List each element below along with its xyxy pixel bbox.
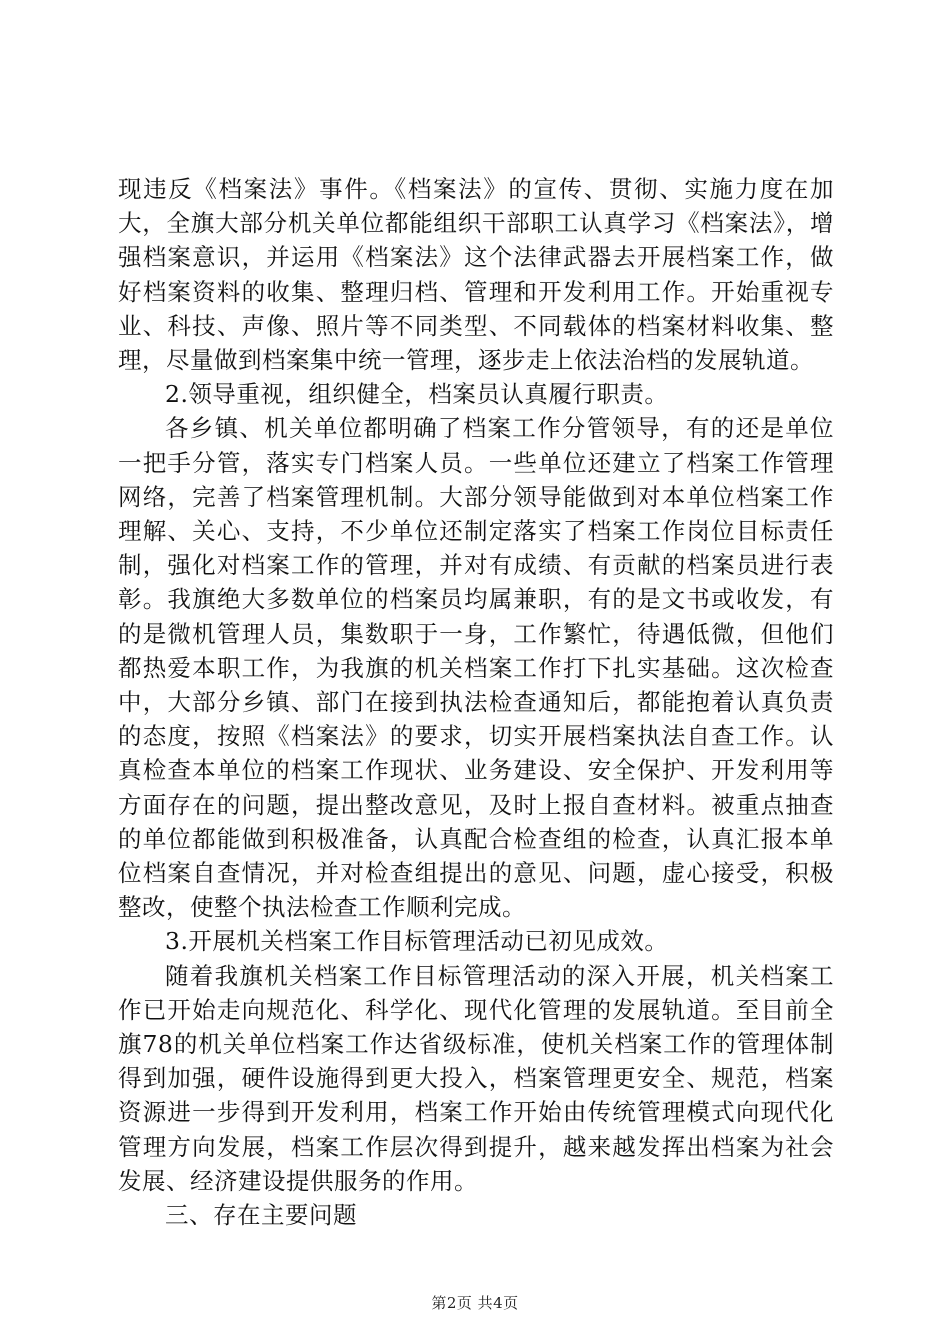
paragraph-leadership: 各乡镇、机关单位都明确了档案工作分管领导，有的还是单位一把手分管，落实专门档案人员。一些单位还建立了档案工作管理网络，完善了档案管理机制。大部分领导能做到对本单位档案工作理解、关心、支持，不少单位还制定落实了档案工作岗位目标责任制，强化对档案工作的管理，并对有成绩、有贡献的档案员进行表彰。我旗绝大多数单位的档案员均属兼职，有的是文书或收发，有的是微机管理人员，集数职于一身，工作繁忙，待遇低微，但他们都热爱本职工作，为我旗的机关档案工作打下扎实基础。这次检查中，大部分乡镇、部门在接到执法检查通知后，都能抱着认真负责的态度，按照《档案法》的要求，切实开展档案执法自查工作。认真检查本单位的档案工作现状、业务建设、安全保护、开发利用等方面存在的问题，提出整改意见，及时上报自查材料。被重点抽查的单位都能做到积极准备，认真配合检查组的检查，认真汇报本单位档案自查情况，并对检查组提出的意见、问题，虚心接受，积极整改，使整个执法检查工作顺利完成。 bbox=[118, 414, 834, 922]
document-body bbox=[118, 172, 834, 1232]
page-number-footer: 第2页 共4页 bbox=[431, 1294, 519, 1312]
paragraph-target-management: 随着我旗机关档案工作目标管理活动的深入开展，机关档案工作已开始走向规范化、科学化、现代化管理的发展轨道。至目前全旗78的机关单位档案工作达省级标准，使机关档案工作的管理体制得到加强，硬件设施得到更大投入，档案管理更安全、规范，档案资源进一步得到开发利用，档案工作开始由传统管理模式向现代化管理方向发展，档案工作层次得到提升，越来越发挥出档案为社会发展、经济建设提供服务的作用。 bbox=[118, 961, 834, 1195]
paragraph-continued: 现违反《档案法》事件。《档案法》的宣传、贯彻、实施力度在加大，全旗大部分机关单位都能组织干部职工认真学习《档案法》，增强档案意识，并运用《档案法》这个法律武器去开展档案工作，做好档案资料的收集、整理归档、管理和开发利用工作。开始重视专业、科技、声像、照片等不同类型、不同载体的档案材料收集、整理，尽量做到档案集中统一管理，逐步走上依法治档的发展轨道。 bbox=[118, 175, 834, 375]
section-heading-2: 2.领导重视，组织健全，档案员认真履行职责。 bbox=[165, 380, 669, 409]
section-heading-main-problems: 三、存在主要问题 bbox=[165, 1201, 357, 1230]
section-heading-3: 3.开展机关档案工作目标管理活动已初见成效。 bbox=[165, 927, 669, 956]
